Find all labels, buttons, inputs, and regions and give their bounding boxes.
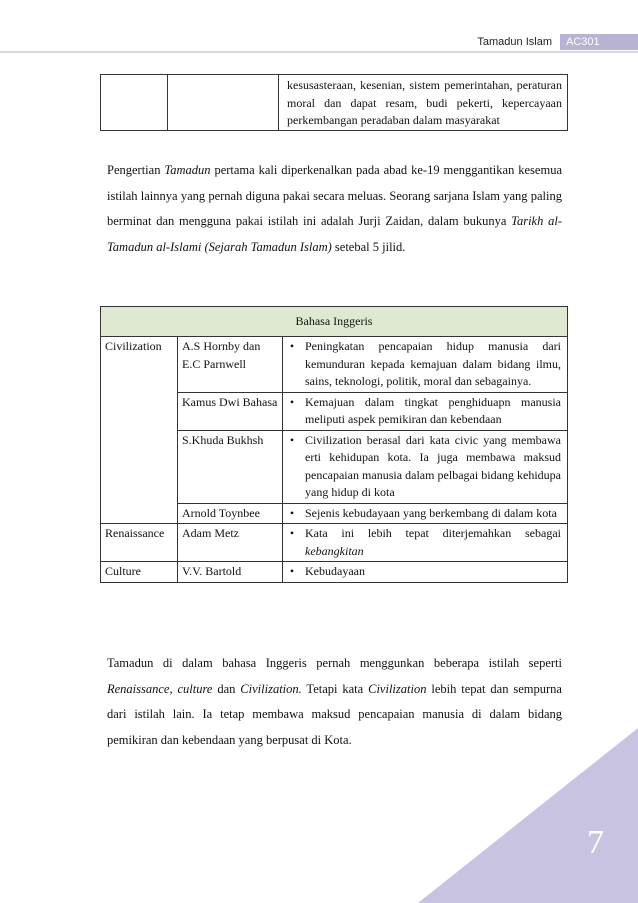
term-cell — [101, 392, 178, 430]
text: dan — [212, 681, 241, 696]
text: setebal 5 jilid. — [331, 239, 406, 254]
author-cell: Arnold Toynbee — [178, 503, 283, 524]
table-row — [101, 503, 568, 524]
bullet-icon: • — [283, 503, 302, 524]
text: Tamadun di dalam bahasa Inggeris pernah menggunkan beberapa istilah seperti — [107, 656, 562, 670]
author-cell: V.V. Bartold — [178, 562, 283, 583]
bullet-icon: • — [283, 337, 302, 393]
definition-cell: Kebudayaan — [301, 562, 568, 583]
text: Pengertian — [107, 163, 165, 177]
term-cell — [101, 430, 178, 503]
table-row — [101, 392, 568, 430]
author-cell: S.Khuda Bukhsh — [178, 430, 283, 503]
definition-cell: Sejenis kebudayaan yang berkembang di dalam kota — [301, 503, 568, 524]
italic-term: Civilization. — [240, 681, 302, 696]
header-title: Tamadun Islam — [477, 36, 552, 48]
continued-table — [100, 74, 568, 131]
definition-italic: kebangkitan — [305, 543, 364, 558]
header-course-code: AC301 — [560, 34, 638, 50]
definition-cell: Peningkatan pencapaian hidup manusia dari kemunduran kepada kemajuan dalam bidang ilmu, sains, teknologi, politik, moral dan sebagainya. — [301, 337, 568, 393]
empty-cell — [101, 75, 168, 131]
paragraph-tamadun-origin — [107, 158, 562, 260]
table-row — [101, 430, 568, 503]
bullet-icon: • — [283, 392, 302, 430]
italic-term: Tamadun — [164, 163, 211, 177]
book-title: Tarikh al-Tamadun al-Islami (Sejarah Tamadun Islam) — [107, 214, 563, 254]
page-header — [477, 34, 638, 50]
corner-decoration — [418, 728, 638, 903]
definition-cell — [301, 524, 568, 562]
continued-cell: kesusasteraan, kesenian, sistem pemerintahan, peraturan moral dan dapat resam, budi pekerti, kepercayaan perkembangan peradaban dalam masyarakat — [279, 75, 568, 131]
table-header: Bahasa Inggeris — [101, 307, 568, 337]
bullet-icon: • — [283, 430, 302, 503]
definition-cell: Civilization berasal dari kata civic yang membawa erti kehidupan kota. Ia juga membawa maksud pencapaian manusia dalam pelbagai bidang kehidupa yang hidup di kota — [301, 430, 568, 503]
text: lebih tepat dan sempurna dari istilah lain. Ia tetap membawa maksud pencapaian manusia di dalam bidang pemikiran dan kebendaan yang berpusat di Kota. — [107, 681, 562, 747]
bullet-icon: • — [283, 562, 302, 583]
text: pertama kali diperkenalkan pada abad ke-19 menggantikan kesemua istilah lainnya yang pernah diguna pakai secara meluas. Seorang sarjana Islam yang paling berminat dan mengguna pakai istilah ini adalah Jurji Zaidan, dalam bukunya — [107, 163, 562, 228]
text: Tetapi kata — [301, 681, 369, 696]
term-cell: Renaissance — [101, 524, 178, 562]
table-row — [101, 524, 568, 562]
term-cell: Culture — [101, 562, 178, 583]
definition-cell: Kemajuan dalam tingkat penghiduapn manusia meliputi aspek pemikiran dan kebendaan — [301, 392, 568, 430]
table-row — [101, 337, 568, 393]
author-cell: A.S Hornby dan E.C Parnwell — [178, 337, 283, 393]
definition-text: Kata ini lebih tepat diterjemahkan sebagai — [305, 526, 561, 540]
term-cell — [101, 503, 178, 524]
term-cell: Civilization — [101, 337, 178, 393]
english-terms-table — [100, 306, 568, 583]
table-row — [101, 562, 568, 583]
header-rule — [0, 51, 638, 53]
italic-term: Renaissance, culture — [107, 681, 213, 696]
italic-term: Civilization — [368, 681, 427, 696]
author-cell: Adam Metz — [178, 524, 283, 562]
empty-cell — [168, 75, 279, 131]
page-number: 7 — [587, 824, 604, 861]
author-cell: Kamus Dwi Bahasa — [178, 392, 283, 430]
bullet-icon: • — [283, 524, 302, 562]
